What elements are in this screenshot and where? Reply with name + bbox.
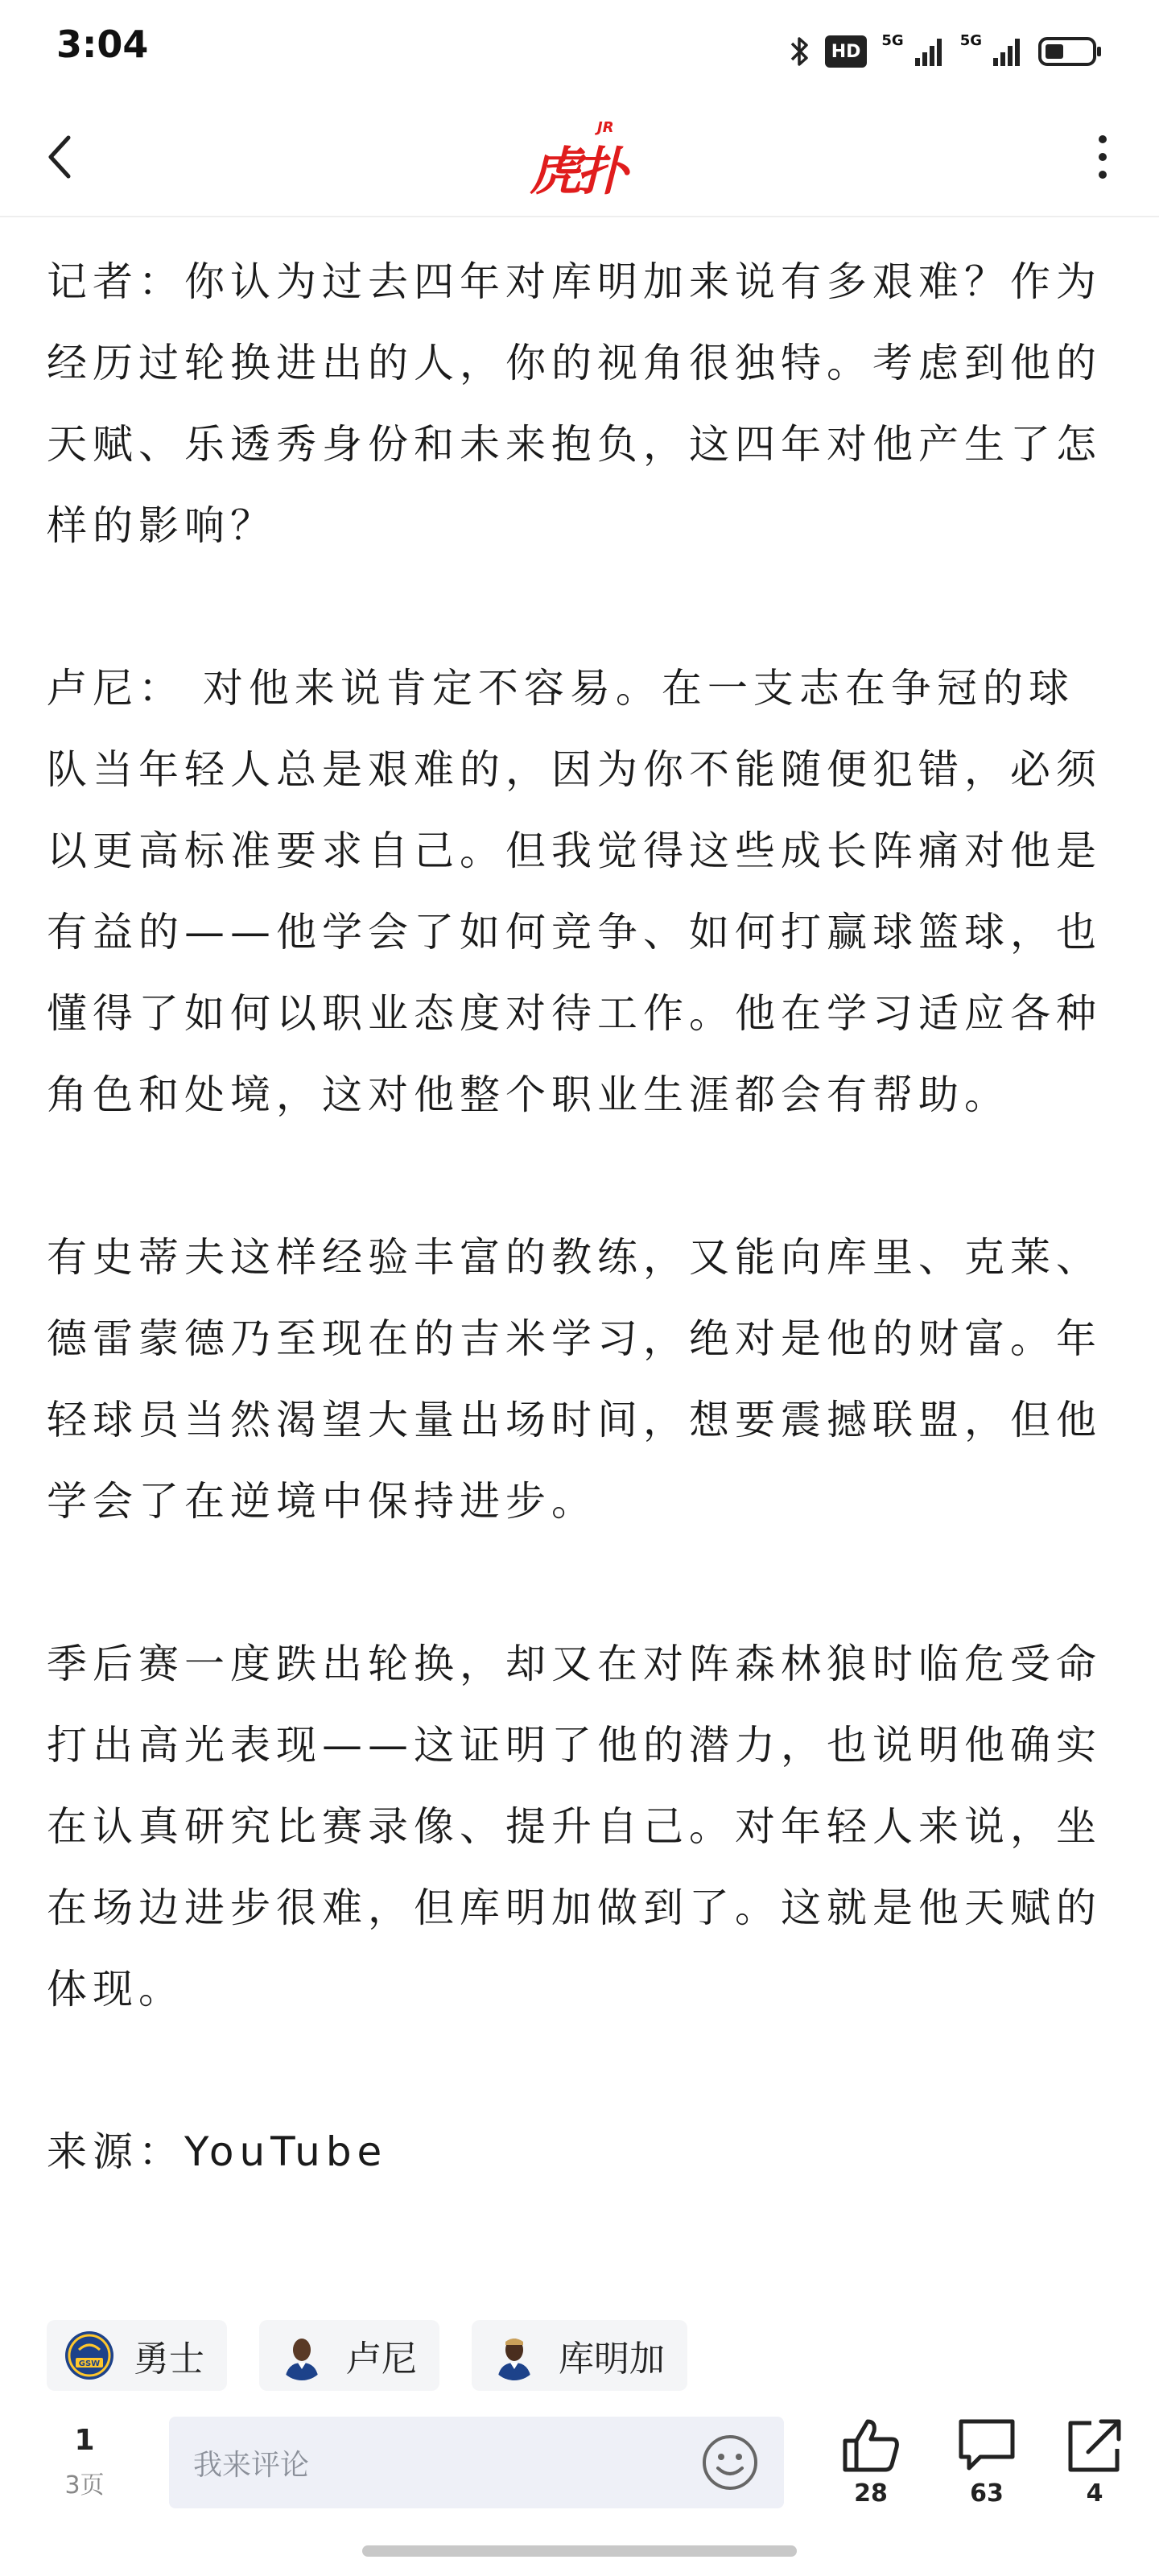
page-total: 3页: [64, 2471, 105, 2500]
comment-input[interactable]: [169, 2417, 784, 2508]
page-indicator[interactable]: [48, 2423, 121, 2504]
comment-count: 63: [970, 2479, 1004, 2508]
share-button[interactable]: [1054, 2417, 1135, 2508]
article-paragraph: 季后赛一度跌出轮换，却又在对阵森林狼时临危受命打出高光表现——这证明了他的潜力，也说明他确实在认真研究比赛录像、提升自己。对年轻人来说，坐在场边进步很难，但库明加做到了。这就是他天赋的体现。: [47, 1641, 1102, 2013]
like-button[interactable]: [831, 2417, 911, 2508]
chevron-left-icon: [44, 133, 76, 181]
back-button[interactable]: [32, 129, 89, 185]
share-count: 4: [1086, 2479, 1103, 2508]
more-dot-icon: [1099, 135, 1107, 143]
status-icons: [790, 29, 1103, 74]
logo-sup-text: JR: [597, 119, 614, 136]
home-indicator[interactable]: [362, 2545, 797, 2557]
svg-text:GSW: GSW: [78, 2359, 101, 2368]
more-dot-icon: [1099, 171, 1107, 179]
tag-kuminga[interactable]: [472, 2320, 687, 2391]
hd-badge: HD: [825, 35, 868, 68]
network-5g-label-1: 5G: [881, 31, 904, 49]
tag-label: 勇士: [134, 2339, 204, 2380]
tag-looney[interactable]: [259, 2320, 439, 2391]
share-icon: [1064, 2417, 1125, 2475]
topic-tags: [47, 2320, 687, 2391]
article-paragraph: 卢尼： 对他来说肯定不容易。在一支志在争冠的球队当年轻人总是艰难的，因为你不能随便犯错，必须以更高标准要求自己。但我觉得这些成长阵痛对他是有益的——他学会了如何竞争、如何打赢球篮球，也懂得了如何以职业态度对待工作。他在学习适应各种角色和处境，这对他整个职业生涯都会有帮助。: [47, 665, 1102, 1118]
battery-icon: [1038, 35, 1103, 68]
hupu-logo: [530, 119, 629, 202]
article-paragraph: 有史蒂夫这样经验丰富的教练，又能向库里、克莱、德雷蒙德乃至现在的吉米学习，绝对是他的财富。年轻球员当然渴望大量出场时间，想要震撼联盟，但他学会了在逆境中保持进步。: [47, 1234, 1102, 1525]
player-avatar-icon: [277, 2330, 327, 2380]
tag-label: 库明加: [559, 2339, 665, 2380]
article-body: [47, 242, 1117, 2193]
tag-warriors[interactable]: [47, 2320, 227, 2391]
tag-label: 卢尼: [346, 2339, 417, 2380]
comment-bubble-icon: [956, 2417, 1017, 2475]
signal-icon-2: [992, 37, 1024, 66]
like-count: 28: [854, 2479, 888, 2508]
comment-placeholder: 我来评论: [193, 2448, 310, 2482]
logo-text: 虎扑: [530, 142, 623, 202]
status-time: 3:04: [56, 23, 149, 66]
article-paragraph: 记者：你认为过去四年对库明加来说有多艰难？作为经历过轮换进出的人，你的视角很独特。考虑到他的天赋、乐透秀身份和未来抱负，这四年对他产生了怎样的影响？: [47, 258, 1102, 549]
emoji-icon[interactable]: [700, 2433, 760, 2492]
article-source: 来源：YouTube: [47, 2128, 388, 2175]
player-avatar-icon: [489, 2330, 539, 2380]
app-header: [0, 97, 1159, 217]
bottom-bar: [0, 2399, 1159, 2576]
comments-button[interactable]: [947, 2417, 1027, 2508]
bluetooth-icon: [790, 34, 810, 69]
more-dot-icon: [1099, 153, 1107, 161]
status-bar: [0, 0, 1159, 97]
network-5g-label-2: 5G: [959, 31, 982, 49]
signal-icon-1: [914, 37, 946, 66]
thumbs-up-icon: [840, 2417, 901, 2475]
warriors-logo-icon: [64, 2330, 114, 2380]
more-menu-button[interactable]: [1079, 129, 1127, 185]
page-current: 1: [74, 2424, 95, 2457]
